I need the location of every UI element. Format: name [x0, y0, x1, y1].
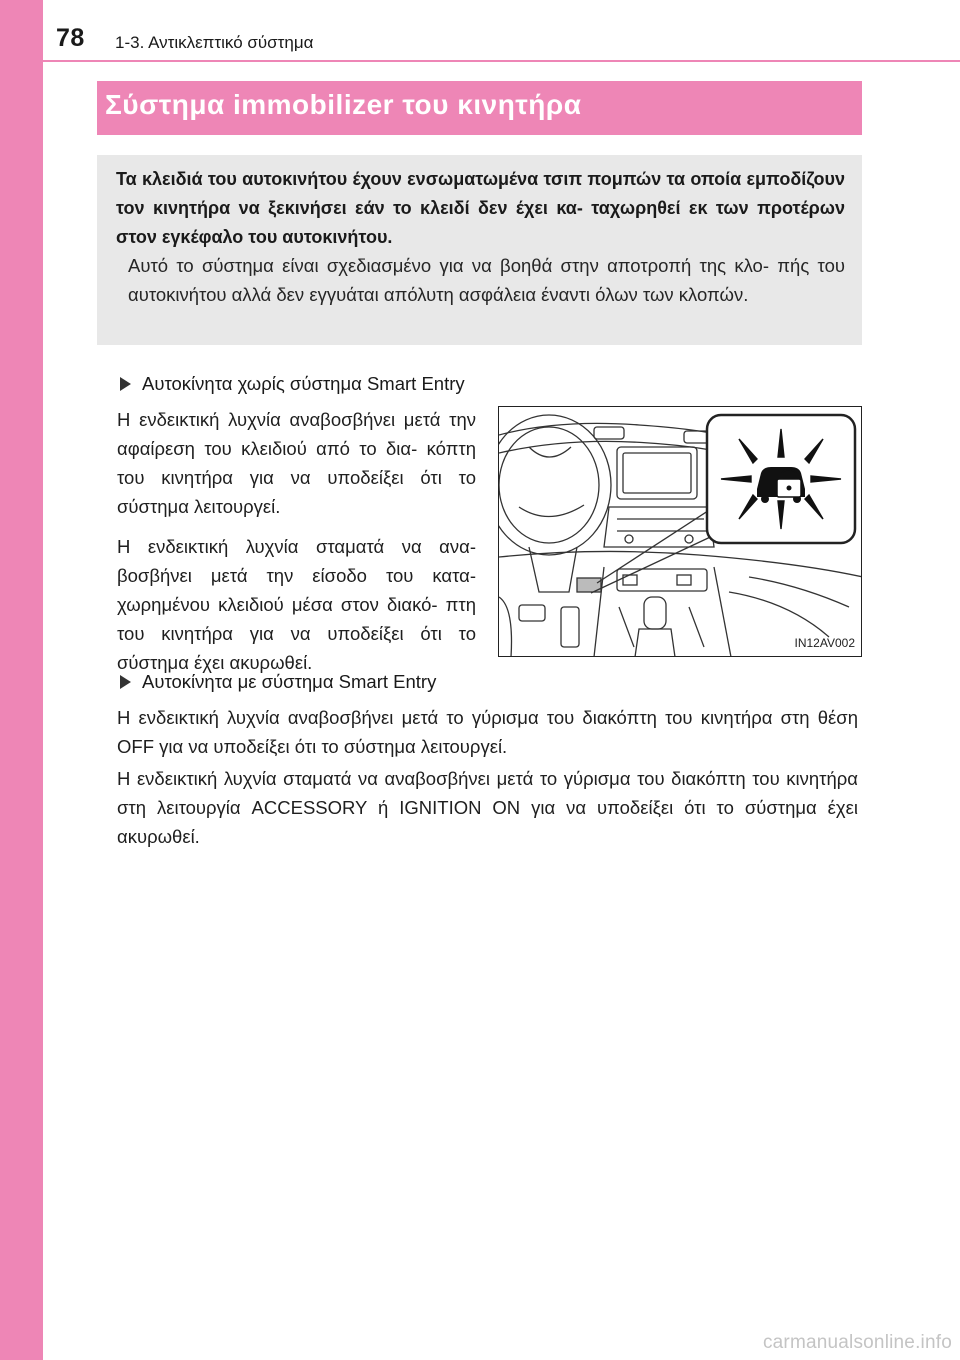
triangle-bullet-icon	[120, 675, 131, 689]
heading-text: Αυτοκίνητα χωρίς σύστημα Smart Entry	[142, 373, 465, 394]
heading-with-smart-entry	[120, 671, 436, 693]
heading-without-smart-entry	[120, 373, 465, 395]
triangle-bullet-icon	[120, 377, 131, 391]
intro-summary: Τα κλειδιά του αυτοκινήτου έχουν ενσωματωμένα τσιπ πομπών τα οποία εμποδίζουν τον κινητήρα να ξεκινήσει εάν το κλειδί δεν έχει κα- ταχωρηθεί εκ των προτέρων στον εγκέφαλο του αυτοκινήτου.	[116, 169, 845, 247]
figure-code: IN12AV002	[794, 636, 855, 650]
running-header: 1-3. Αντικλεπτικό σύστημα	[115, 33, 314, 52]
intro-box	[97, 155, 862, 345]
paragraph-with-smart-entry-1: Η ενδεικτική λυχνία αναβοσβήνει μετά το γύρισμα του διακόπτη του κινητήρα στη θέση OFF για να υποδείξει ότι το σύστημα λειτουργεί.	[117, 707, 858, 757]
page-number: 78	[56, 24, 85, 52]
paragraph-with-smart-entry-2: Η ενδεικτική λυχνία σταματά να αναβοσβήνει μετά το γύρισμα του διακόπτη του κινητήρα στη λειτουργία ACCESSORY ή IGNITION ON για να υποδείξει ότι το σύστημα έχει ακυρωθεί.	[117, 768, 858, 847]
watermark: carmanualsonline.info	[762, 1332, 952, 1353]
section-title-bar	[97, 81, 862, 135]
header-divider	[43, 60, 960, 62]
dashboard-illustration	[498, 406, 862, 657]
intro-note: Αυτό το σύστημα είναι σχεδιασμένο για να βοηθά στην αποτροπή της κλο- πής του αυτοκινήτου αλλά δεν εγγυάται απόλυτη ασφάλεια έναντι όλων των κλοπών.	[128, 255, 845, 305]
security-indicator-lock-icon	[757, 467, 805, 503]
paragraph-without-smart-entry-1: Η ενδεικτική λυχνία αναβοσβήνει μετά την αφαίρεση του κλειδιού από το δια- κόπτη του κινητήρα για να υποδείξει ότι το σύστημα λειτουργεί.	[117, 409, 476, 517]
side-color-bar	[0, 0, 43, 1360]
page-title: Σύστημα immobilizer του κινητήρα	[105, 89, 582, 120]
paragraph-without-smart-entry-2: Η ενδεικτική λυχνία σταματά να ανα- βοσβήνει μετά την είσοδο του κατα- χωρημένου κλειδιού μέσα στον διακό- πτη του κινητήρα για να υποδείξει ότι το σύστημα έχει ακυρωθεί.	[117, 536, 476, 673]
dashboard-drawing	[499, 407, 862, 657]
heading-text: Αυτοκίνητα με σύστημα Smart Entry	[142, 671, 437, 692]
